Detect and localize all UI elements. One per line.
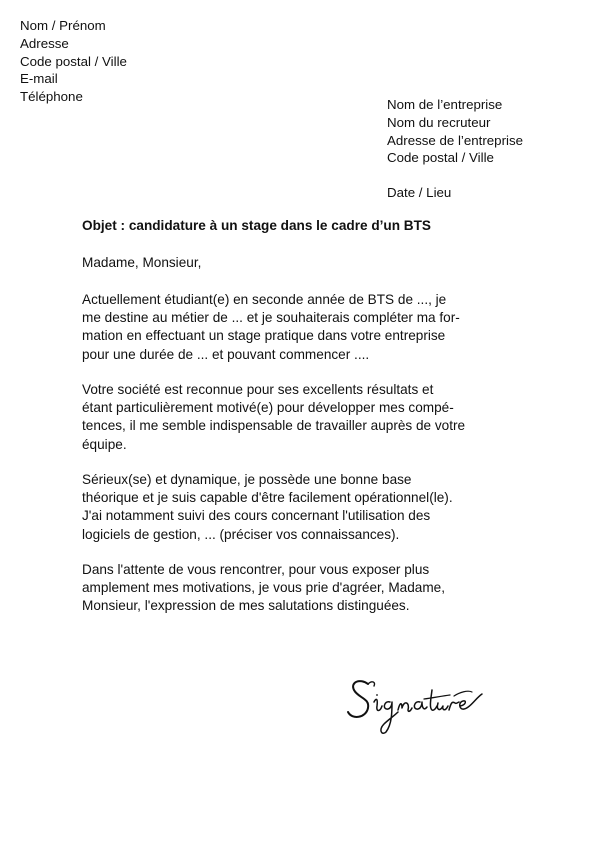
recipient-postal-city: Code postal / Ville [387,150,494,166]
paragraph-line: Dans l'attente de vous rencontrer, pour vous exposer plus [82,562,430,577]
paragraph-line: Actuellement étudiant(e) en seconde année de BTS de ..., je [82,292,447,307]
paragraph-line: mation en effectuant un stage pratique dans votre entreprise [82,328,446,344]
paragraph-line: amplement mes motivations, je vous prie d'agréer, Madame, [82,580,445,596]
sender-name: Nom / Prénom [20,18,106,33]
paragraph-line: J'ai notamment suivi des cours concernant l'utilisation des [82,508,431,524]
paragraph-line: équipe. [82,436,127,452]
date-place: Date / Lieu [387,185,452,200]
paragraph-line: théorique et je suis capable d'être facilement opérationnel(le). [82,490,453,506]
paragraph-line: pour une durée de ... et pouvant commencer .... [82,346,370,362]
handwritten-signature [346,672,486,738]
paragraph-line: Votre société est reconnue pour ses excellents résultats et [82,382,434,397]
paragraph-line: Monsieur, l'expression de mes salutations distinguées. [82,598,410,614]
paragraph-line: étant particulièrement motivé(e) pour développer mes compé- [82,400,454,416]
recipient-address-block [387,96,523,167]
recipient-company: Nom de l’entreprise [387,97,503,112]
recipient-address: Adresse de l’entreprise [387,132,523,148]
paragraph-line: logiciels de gestion, ... (préciser vos connaissances). [82,526,400,542]
sender-postal-city: Code postal / Ville [20,53,127,69]
paragraph-motivation [82,381,465,454]
sender-phone: Téléphone [20,89,83,105]
paragraph-line: Sérieux(se) et dynamique, je possède une bonne base [82,472,412,487]
recipient-recruiter: Nom du recruteur [387,114,491,130]
sender-address-block [20,17,127,106]
paragraph-line: tences, il me semble indispensable de travailler auprès de votre [82,418,466,434]
paragraph-closing [82,561,445,616]
paragraph-intro [82,291,460,364]
letter-greeting: Madame, Monsieur, [82,255,202,270]
sender-address: Adresse [20,35,69,51]
paragraph-line: me destine au métier de ... et je souhaiterais compléter ma for- [82,310,460,326]
paragraph-qualities [82,471,453,544]
letter-subject: Objet : candidature à un stage dans le cadre d’un BTS [82,218,431,233]
sender-email: E-mail [20,71,58,87]
